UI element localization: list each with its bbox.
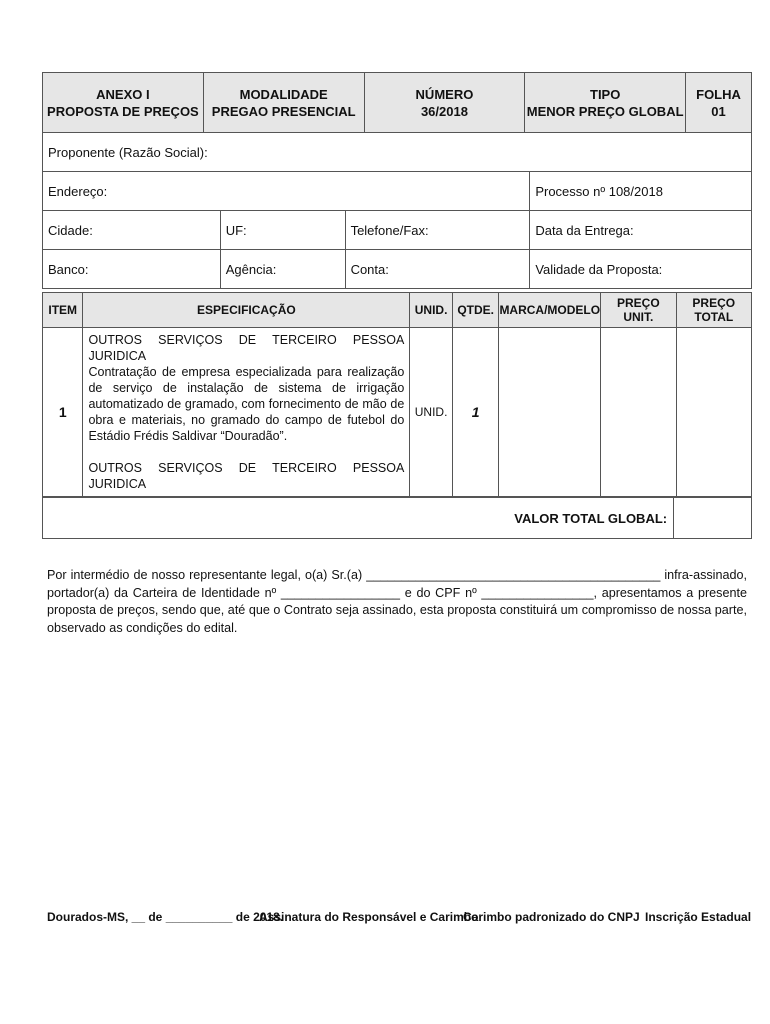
col-item: ITEM	[43, 293, 83, 328]
footer-inscricao: Inscrição Estadual	[645, 910, 752, 924]
col-preco-unit: PREÇO UNIT.	[601, 293, 676, 328]
conta-field: Conta:	[345, 250, 530, 289]
total-value[interactable]	[674, 498, 752, 539]
footer-signature: Assinatura do Responsável e Carimbo	[259, 910, 479, 924]
modalidade-value: PREGAO PRESENCIAL	[211, 103, 356, 119]
endereco-field: Endereço:	[43, 172, 530, 211]
folha-cell	[686, 73, 752, 133]
uf-field: UF:	[220, 211, 345, 250]
anexo-title: ANEXO I	[96, 86, 150, 102]
item-preco-unit[interactable]	[601, 328, 676, 497]
tipo-label: TIPO	[590, 86, 621, 102]
proponent-fields-table	[42, 132, 752, 289]
numero-value: 36/2018	[420, 103, 468, 119]
footer-date: Dourados-MS, __ de __________ de 2018.	[47, 910, 284, 924]
col-especificacao: ESPECIFICAÇÃO	[83, 293, 410, 328]
validade-field: Validade da Proposta:	[530, 250, 752, 289]
folha-label: FOLHA	[696, 86, 741, 102]
numero-label: NÚMERO	[415, 86, 474, 102]
tipo-value: MENOR PREÇO GLOBAL	[526, 103, 684, 119]
footer-stamp: Carimbo padronizado do CNPJ	[463, 910, 640, 924]
banco-field: Banco:	[43, 250, 221, 289]
anexo-subtitle: PROPOSTA DE PREÇOS	[47, 103, 199, 119]
anexo-cell	[43, 73, 204, 133]
proposal-header-table	[42, 72, 752, 133]
declaration-paragraph: Por intermédio de nosso representante legal, o(a) Sr.(a) __________________________________________ infra-assinado, portador(a) da Carteira de Identidade nº _________________ e do CPF nº ________________, apresentamos a presente proposta de preços, sendo que, até que o Contrato seja assinado, esta proposta constituirá um compromisso de nossa parte, observado as condições do edital.	[47, 568, 747, 635]
tipo-cell	[525, 73, 686, 133]
item-marca[interactable]	[499, 328, 601, 497]
modalidade-label: MODALIDADE	[239, 86, 328, 102]
col-marca: MARCA/MODELO	[499, 293, 601, 328]
numero-cell	[364, 73, 525, 133]
proponente-field: Proponente (Razão Social):	[43, 133, 752, 172]
col-unid: UNID.	[410, 293, 453, 328]
table-row	[43, 328, 752, 497]
folha-value: 01	[711, 103, 726, 119]
processo-field: Processo nº 108/2018	[530, 172, 752, 211]
items-table	[42, 292, 752, 497]
agencia-field: Agência:	[220, 250, 345, 289]
item-specification	[83, 328, 410, 497]
item-number: 1	[43, 328, 83, 497]
item-qtde: 1	[452, 328, 499, 497]
item-unid: UNID.	[410, 328, 453, 497]
item-preco-total[interactable]	[676, 328, 751, 497]
total-table	[42, 497, 752, 539]
telefone-field: Telefone/Fax:	[345, 211, 530, 250]
item-title: OUTROS SERVIÇOS DE TERCEIRO PESSOA JURIDICA	[88, 333, 405, 363]
item-description: Contratação de empresa especializada para realização de serviço de instalação de sistema de irrigação automatizado de gramado, com fornecimento de mão de obra e materiais, no gramado do campo de futebol do Estádio Frédis Saldivar “Douradão”.	[88, 365, 405, 443]
col-preco-total: PREÇO TOTAL	[676, 293, 751, 328]
modalidade-cell	[203, 73, 364, 133]
data-entrega-field: Data da Entrega:	[530, 211, 752, 250]
cidade-field: Cidade:	[43, 211, 221, 250]
item-footer: OUTROS SERVIÇOS DE TERCEIRO PESSOA JURIDICA	[88, 461, 405, 491]
total-label: VALOR TOTAL GLOBAL:	[43, 498, 674, 539]
col-qtde: QTDE.	[452, 293, 499, 328]
